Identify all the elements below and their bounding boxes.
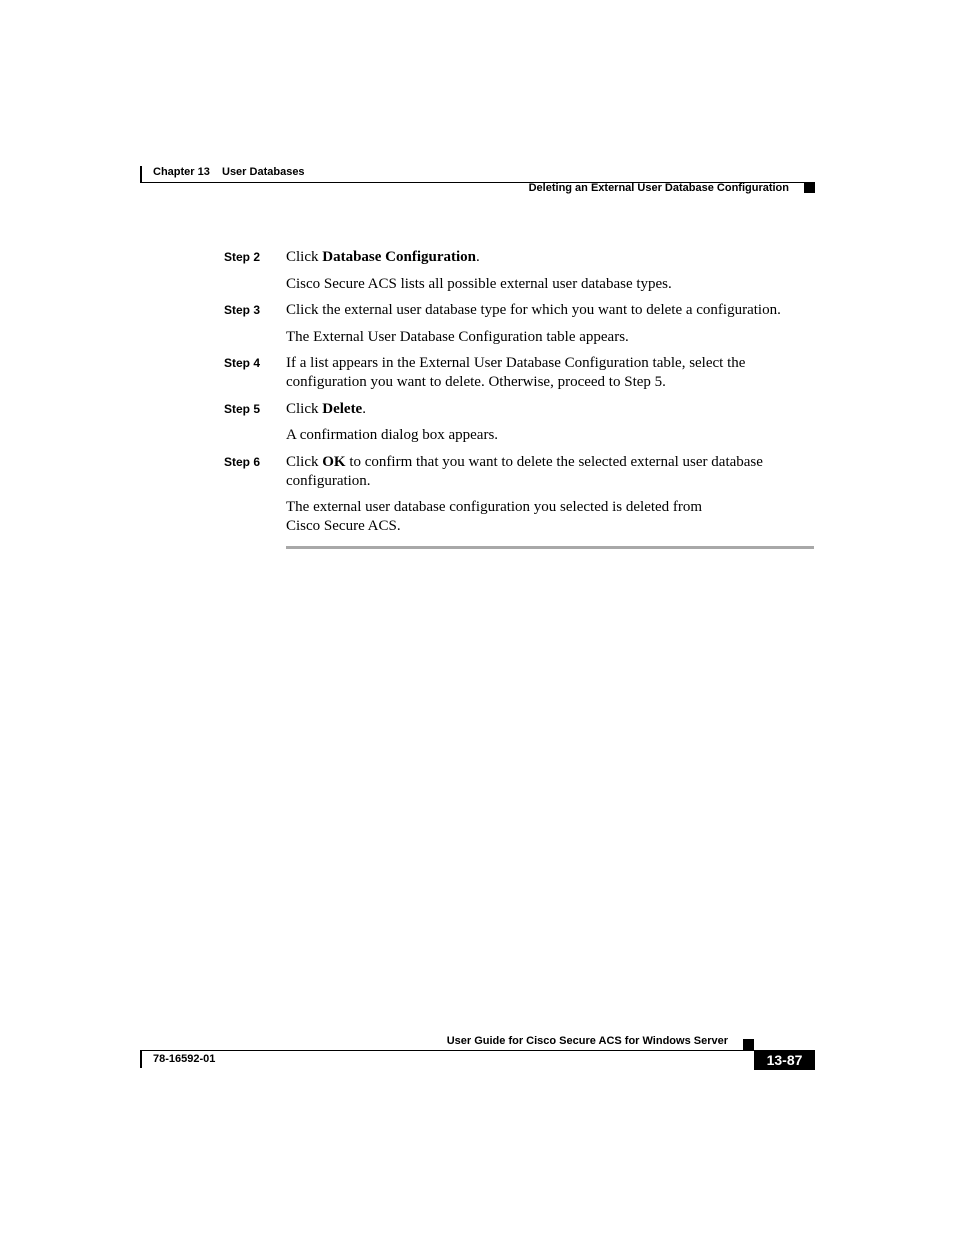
header-square-marker	[804, 182, 815, 193]
step-5-instruction: Click Delete.	[286, 401, 366, 417]
footer-square-marker	[743, 1039, 754, 1050]
footer-guide-title: User Guide for Cisco Secure ACS for Windows Server	[446, 1035, 728, 1047]
step-3-label: Step 3	[224, 303, 261, 317]
step-2-label: Step 2	[224, 250, 261, 264]
procedure-end-rule	[286, 546, 814, 549]
header-left-bar	[140, 166, 142, 183]
step-3-instruction: Click the external user database type for which you want to delete a configuration.	[286, 302, 781, 318]
step-4-label: Step 4	[224, 356, 261, 370]
step-6-result: The external user database configuration you selected is deleted from Cisco Secure ACS.	[286, 499, 703, 534]
footer-left-bar	[140, 1050, 142, 1068]
step-6-instruction: Click OK to confirm that you want to delete the selected external user database configuration.	[286, 454, 763, 489]
header-title: Deleting an External User Database Configuration	[528, 182, 789, 194]
step-5-result: A confirmation dialog box appears.	[286, 427, 499, 443]
footer-doc-number: 78-16592-01	[153, 1053, 216, 1065]
step-3-result: The External User Database Configuration table appears.	[286, 329, 629, 345]
step-2-instruction: Click Database Configuration.	[286, 249, 480, 265]
footer-page-number: 13-87	[754, 1050, 815, 1070]
step-5-label: Step 5	[224, 402, 261, 416]
header-section: User Databases	[222, 166, 305, 178]
header-chapter: Chapter 13	[153, 166, 210, 178]
step-2-result: Cisco Secure ACS lists all possible external user database types.	[286, 276, 672, 292]
footer-rule	[140, 1050, 815, 1051]
step-4-instruction: If a list appears in the External User Database Configuration table, select the configuration you want to delete. Otherwise, proceed to Step 5.	[286, 355, 746, 390]
step-6-label: Step 6	[224, 455, 261, 469]
